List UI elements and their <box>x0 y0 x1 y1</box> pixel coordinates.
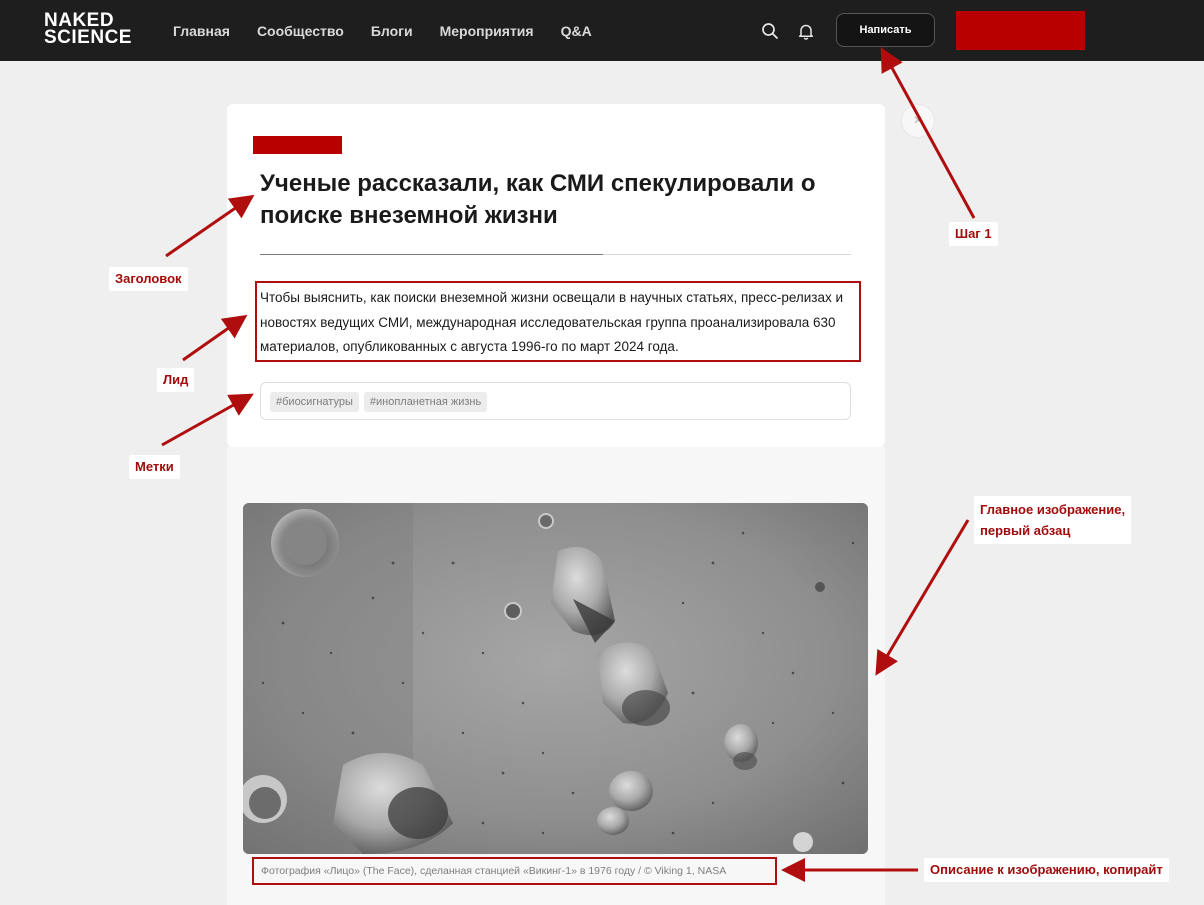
redacted-account-button[interactable] <box>956 11 1085 50</box>
bell-icon[interactable] <box>797 22 815 40</box>
annotation-main-image <box>974 496 1131 544</box>
image-caption-field[interactable]: Фотография «Лицо» (The Face), сделанная станцией «Викинг-1» в 1976 году / © Viking 1, NASA <box>252 857 777 885</box>
nav-item-blogs[interactable]: Блоги <box>370 23 413 39</box>
annotation-caption: Описание к изображению, копирайт <box>924 858 1169 882</box>
annotation-tags: Метки <box>129 455 180 479</box>
naked-science-logo[interactable] <box>44 12 148 48</box>
annotation-lead: Лид <box>157 368 194 392</box>
close-icon[interactable]: × <box>901 104 935 138</box>
main-nav <box>173 22 592 40</box>
logo-line-2: SCIENCE <box>44 27 132 48</box>
logo-line-1: NAKED <box>44 10 115 31</box>
annotation-main-image-line2: первый абзац <box>980 523 1071 538</box>
search-icon[interactable] <box>761 22 779 40</box>
annotation-step1: Шаг 1 <box>949 222 998 246</box>
tag-chip[interactable]: #инопланетная жизнь <box>364 392 487 412</box>
nav-item-events[interactable]: Мероприятия <box>439 23 534 39</box>
mars-surface-photo <box>243 503 868 854</box>
title-underline <box>603 254 851 255</box>
nav-item-qa[interactable]: Q&A <box>560 23 592 39</box>
article-title-field[interactable]: Ученые рассказали, как СМИ спекулировали о поиске внеземной жизни <box>260 170 816 229</box>
nav-item-home[interactable]: Главная <box>173 23 230 39</box>
annotation-main-image-line1: Главное изображение, <box>980 502 1126 517</box>
tags-field[interactable] <box>260 382 851 420</box>
write-button[interactable]: Написать <box>836 13 935 47</box>
top-navigation-bar <box>0 0 1204 61</box>
tag-chip[interactable]: #биосигнатуры <box>270 392 359 412</box>
title-progress-line <box>260 254 603 255</box>
annotation-heading: Заголовок <box>109 267 188 291</box>
rubric-selector-redacted[interactable] <box>253 136 342 154</box>
nav-item-community[interactable]: Сообщество <box>256 23 344 39</box>
main-image[interactable] <box>243 503 868 854</box>
article-lead-field[interactable]: Чтобы выяснить, как поиски внеземной жизни освещали в научных статьях, пресс-релизах и новостях ведущих СМИ, международная исследовательская группа проанализировала 630 материалов, опубликованных с августа 1996-го по март 2024 года. <box>255 281 861 362</box>
